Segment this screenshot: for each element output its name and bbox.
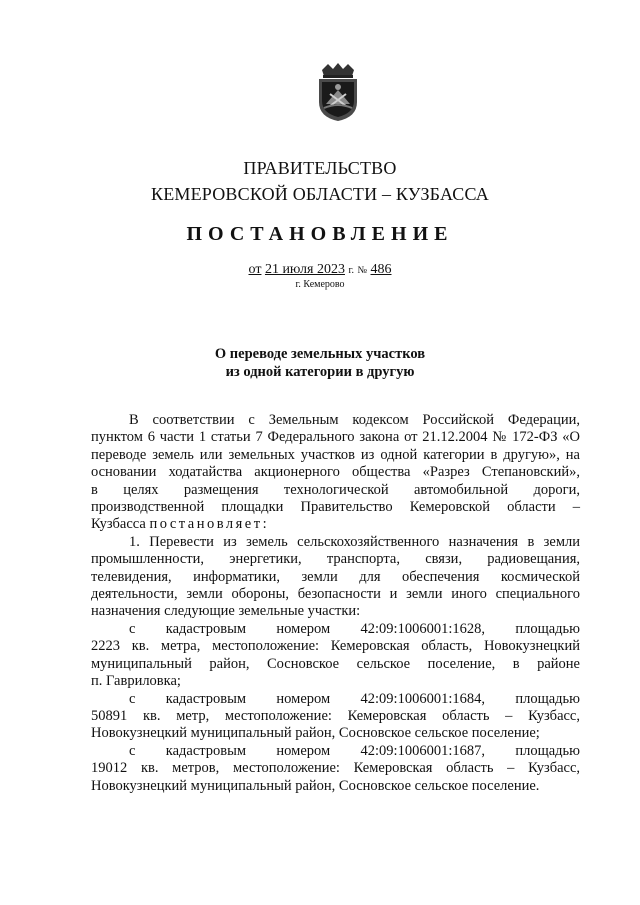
body-line: пунктом 6 части 1 статьи 7 Федерального закона от 21.12.2004 № 172-ФЗ «О [91, 429, 580, 446]
parcel2-line: с кадастровым номером 42:09:1006001:1684, площадью [129, 690, 580, 707]
body-line: В соответствии с Земельным кодексом Российской Федерации, [129, 412, 580, 428]
item1-line: 1. Перевести из земель сельскохозяйственного назначения в земли [129, 533, 580, 550]
parcel2-line: Новокузнецкий муниципальный район, Сосновское сельское поселение; [91, 725, 540, 742]
item1-line: телевидения, информатики, земли для обеспечения космической [91, 568, 580, 585]
parcel1-line: муниципальный район, Сосновское сельское поселение, в районе [91, 655, 580, 672]
body-line: производственной площадки Правительство Кемеровской области – [91, 499, 580, 516]
parcel3-line: Новокузнецкий муниципальный район, Сосновское сельское поселение. [91, 777, 540, 794]
year-suffix: г. [348, 265, 354, 276]
government-name-line2: КЕМЕРОВСКОЙ ОБЛАСТИ – КУЗБАССА [151, 184, 489, 204]
resolves-word: постановляет: [149, 516, 270, 533]
body-line [91, 516, 580, 533]
number-sign: № [357, 265, 367, 276]
parcel1-line: 2223 кв. метра, местоположение: Кемеровская область, Новокузнецкий [91, 638, 580, 655]
government-name-line1: ПРАВИТЕЛЬСТВО [243, 158, 397, 178]
decree-date: 21 июля 2023 [264, 262, 345, 277]
parcel3-line: с кадастровым номером 42:09:1006001:1687, площадью [129, 742, 580, 759]
decree-number: 486 [370, 262, 392, 277]
item1-line: промышленности, энергетики, транспорта, связи, радиовещания, [91, 551, 580, 568]
coat-of-arms-icon [316, 62, 360, 122]
intro-last-word: Кузбасса [91, 516, 146, 533]
subject-line: О переводе земельных участков [214, 346, 426, 362]
body-line: основании ходатайства акционерного общества «Разрез Степановский», [91, 464, 580, 481]
parcel3-line: 19012 кв. метров, местоположение: Кемеровская область – Кузбасс, [91, 760, 580, 777]
decree-subject [0, 345, 640, 381]
subject-line: из одной категории в другую [225, 364, 415, 380]
decree-title: ПОСТАНОВЛЕНИЕ [186, 223, 454, 245]
parcel2-line: 50891 кв. метр, местоположение: Кемеровская область – Кузбасс, [91, 707, 580, 724]
parcel1-line: п. Гавриловка; [91, 673, 181, 690]
date-number-line [0, 262, 640, 278]
item1-line: назначения следующие земельные участки: [91, 603, 361, 620]
parcel1-line: с кадастровым номером 42:09:1006001:1628, площадью [129, 620, 580, 637]
date-prefix: от [248, 262, 262, 277]
body-line: в целях размещения технологической автомобильной дороги, [91, 481, 580, 498]
city-name: г. Кемерово [295, 279, 345, 290]
body-line: переводе земель или земельных участков из одной категории в другую», на [91, 446, 580, 463]
decree-body [91, 412, 580, 795]
item1-line: деятельности, земли обороны, безопасности и земли иного специального [91, 586, 580, 603]
